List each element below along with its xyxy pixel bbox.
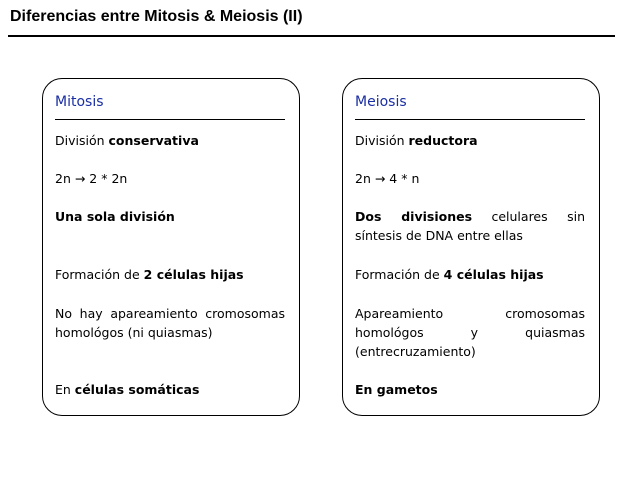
- mitosis-division-type: [55, 131, 285, 150]
- mitosis-card: [42, 78, 300, 416]
- meiosis-divisions: [355, 207, 585, 245]
- mitosis-location-label: En: [55, 382, 75, 397]
- mitosis-daughter-cells: [55, 265, 285, 284]
- meiosis-location: [355, 380, 585, 399]
- meiosis-divisions-detail: celulares sin síntesis de DNA entre ellas: [355, 209, 585, 243]
- mitosis-heading-divider: [55, 119, 285, 120]
- meiosis-daughter-cells: [355, 265, 585, 284]
- meiosis-cells-value: 4 células hijas: [443, 267, 544, 282]
- mitosis-pairing: No hay apareamiento cromosomas homológos (ni quiasmas): [55, 306, 285, 340]
- meiosis-division-label: División: [355, 133, 409, 148]
- mitosis-divisions: [55, 207, 285, 226]
- mitosis-division-value: conservativa: [108, 133, 199, 148]
- mitosis-formula: 2n → 2 * 2n: [55, 171, 128, 186]
- meiosis-division-type: [355, 131, 585, 150]
- meiosis-heading-divider: [355, 119, 585, 120]
- meiosis-formula: 2n → 4 * n: [355, 171, 420, 186]
- meiosis-location-value: En gametos: [355, 382, 438, 397]
- page-title: Diferencias entre Mitosis & Meiosis (II): [10, 8, 303, 25]
- meiosis-divisions-value: Dos divisiones: [355, 209, 473, 224]
- meiosis-cells-label: Formación de: [355, 267, 444, 282]
- title-divider: [8, 35, 615, 37]
- mitosis-heading: Mitosis: [55, 94, 104, 110]
- mitosis-division-label: División: [55, 133, 109, 148]
- mitosis-location: [55, 380, 285, 399]
- mitosis-cells-value: 2 células hijas: [143, 267, 244, 282]
- mitosis-location-value: células somáticas: [74, 382, 200, 397]
- meiosis-heading: Meiosis: [355, 94, 407, 110]
- meiosis-card: [342, 78, 600, 416]
- mitosis-cells-label: Formación de: [55, 267, 144, 282]
- meiosis-pairing: Apareamiento cromosomas homológos y quiasmas (entrecruzamiento): [355, 306, 585, 359]
- meiosis-division-value: reductora: [408, 133, 478, 148]
- mitosis-divisions-value: Una sola división: [55, 209, 175, 224]
